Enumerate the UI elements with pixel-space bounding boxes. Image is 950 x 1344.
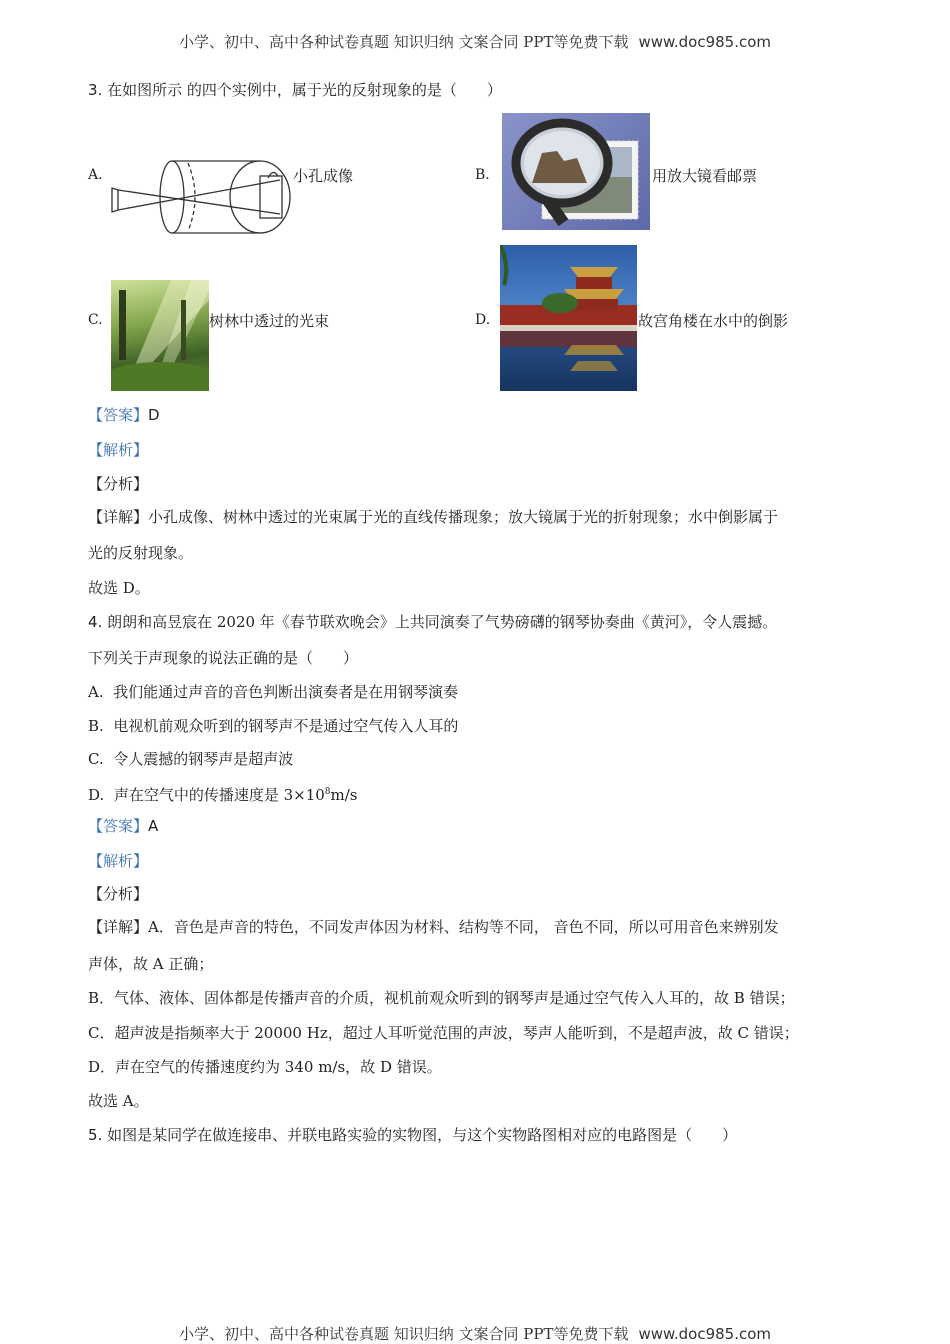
q5-stem-text: 如图是某同学在做连接串、并联电路实验的实物图，与这个实物路图相对应的电路图是（ ）	[107, 1126, 738, 1144]
q4-option-a-letter: A.	[88, 683, 104, 701]
q3-option-c-letter: C.	[88, 312, 103, 328]
q3-option-d-caption: 故宫角楼在水中的倒影	[638, 312, 789, 330]
footer-site: www.doc985.com	[638, 1325, 772, 1343]
q3-number: 3.	[88, 81, 103, 99]
q3-option-a-caption: 小孔成像	[293, 167, 354, 185]
q4-option-a	[88, 682, 458, 702]
q3-answer	[88, 405, 160, 425]
q3-conclusion: 故选 D。	[88, 579, 150, 597]
q4-detail-line-a1	[88, 917, 779, 937]
q4-option-a-text: 我们能通过声音的音色判断出演奏者是在用钢琴演奏	[113, 683, 459, 701]
q4-conclusion: 故选 A。	[88, 1092, 149, 1110]
q3-option-b-letter: B.	[475, 167, 490, 183]
q5-stem	[88, 1125, 737, 1145]
q4-option-b-text: 电视机前观众听到的钢琴声不是通过空气传入人耳的	[113, 717, 459, 735]
q3-stem	[88, 80, 502, 100]
q4-detail-line-b: B．气体、液体、固体都是传播声音的介质，视机前观众听到的钢琴声是通过空气传入人耳的，故 B 错误；	[88, 989, 795, 1007]
q4-detail-line-d: D．声在空气的传播速度约为 340 m/s，故 D 错误。	[88, 1058, 442, 1076]
q4-detail-tag: 【详解】	[88, 918, 149, 936]
q3-jiexi: 【解析】	[88, 441, 149, 459]
q4-number: 4.	[88, 613, 103, 631]
q3-answer-tag: 【答案】	[88, 406, 149, 424]
page-header	[0, 31, 950, 52]
q3-detail-line-2: 光的反射现象。	[88, 544, 194, 562]
footer-text: 小学、初中、高中各种试卷真题 知识归纳 文案合同 PPT等免费下载	[178, 1325, 629, 1343]
q4-option-c	[88, 749, 293, 769]
q3-answer-value: D	[148, 406, 160, 424]
q3-fenxi: 【分析】	[88, 475, 149, 493]
q4-answer	[88, 816, 158, 836]
q4-option-b-letter: B.	[88, 717, 104, 735]
q4-option-d-text: 声在空气中的传播速度是 3×10	[113, 786, 325, 804]
q4-option-d-unit: m/s	[330, 786, 358, 804]
q4-detail-text-a1: A．音色是声音的特色，不同发声体因为材料、结构等不同， 音色不同，所以可用音色来辨别发	[148, 918, 779, 936]
q3-option-c-caption: 树林中透过的光束	[209, 312, 330, 330]
q4-answer-tag: 【答案】	[88, 817, 149, 835]
q3-option-a-letter: A.	[88, 167, 103, 183]
q4-option-b	[88, 716, 458, 736]
q4-stem-line-1	[88, 612, 777, 632]
palace-reflection-photo	[500, 245, 637, 391]
q4-option-c-letter: C.	[88, 750, 104, 768]
q4-option-d-exponent: 8	[324, 787, 331, 797]
pinhole-camera-figure	[110, 158, 292, 236]
q4-stem-text-1: 朗朗和高昱宸在 2020 年《春节联欢晚会》上共同演奏了气势磅礴的钢琴协奏曲《黄河》，令人震撼。	[107, 613, 778, 631]
q4-fenxi: 【分析】	[88, 885, 149, 903]
q4-jiexi: 【解析】	[88, 852, 149, 870]
q5-number: 5.	[88, 1126, 103, 1144]
q4-stem-line-2: 下列关于声现象的说法正确的是（ ）	[88, 649, 359, 667]
q3-option-b-caption: 用放大镜看邮票	[652, 167, 758, 185]
magnifier-stamp-photo	[502, 113, 650, 230]
q3-stem-text: 在如图所示 的四个实例中，属于光的反射现象的是（ ）	[107, 81, 502, 99]
q3-option-d-letter: D.	[475, 312, 491, 328]
header-text: 小学、初中、高中各种试卷真题 知识归纳 文案合同 PPT等免费下载	[178, 33, 629, 51]
q4-option-d-letter: D.	[88, 786, 105, 804]
q4-option-d	[88, 782, 358, 805]
q3-detail-text-1: 小孔成像、树林中透过的光束属于光的直线传播现象；放大镜属于光的折射现象；水中倒影属于	[148, 508, 779, 526]
forest-light-beams-photo	[111, 280, 209, 391]
q4-detail-line-c: C．超声波是指频率大于 20000 Hz，超过人耳听觉范围的声波，琴声人能听到，不是超声波，故 C 错误；	[88, 1024, 799, 1042]
q4-option-c-text: 令人震撼的钢琴声是超声波	[113, 750, 294, 768]
q4-answer-value: A	[148, 817, 159, 835]
q4-detail-line-a2: 声体，故 A 正确；	[88, 955, 214, 973]
q3-detail-tag: 【详解】	[88, 508, 149, 526]
header-site: www.doc985.com	[638, 33, 772, 51]
q3-detail-line-1	[88, 507, 778, 527]
page-footer	[0, 1323, 950, 1344]
